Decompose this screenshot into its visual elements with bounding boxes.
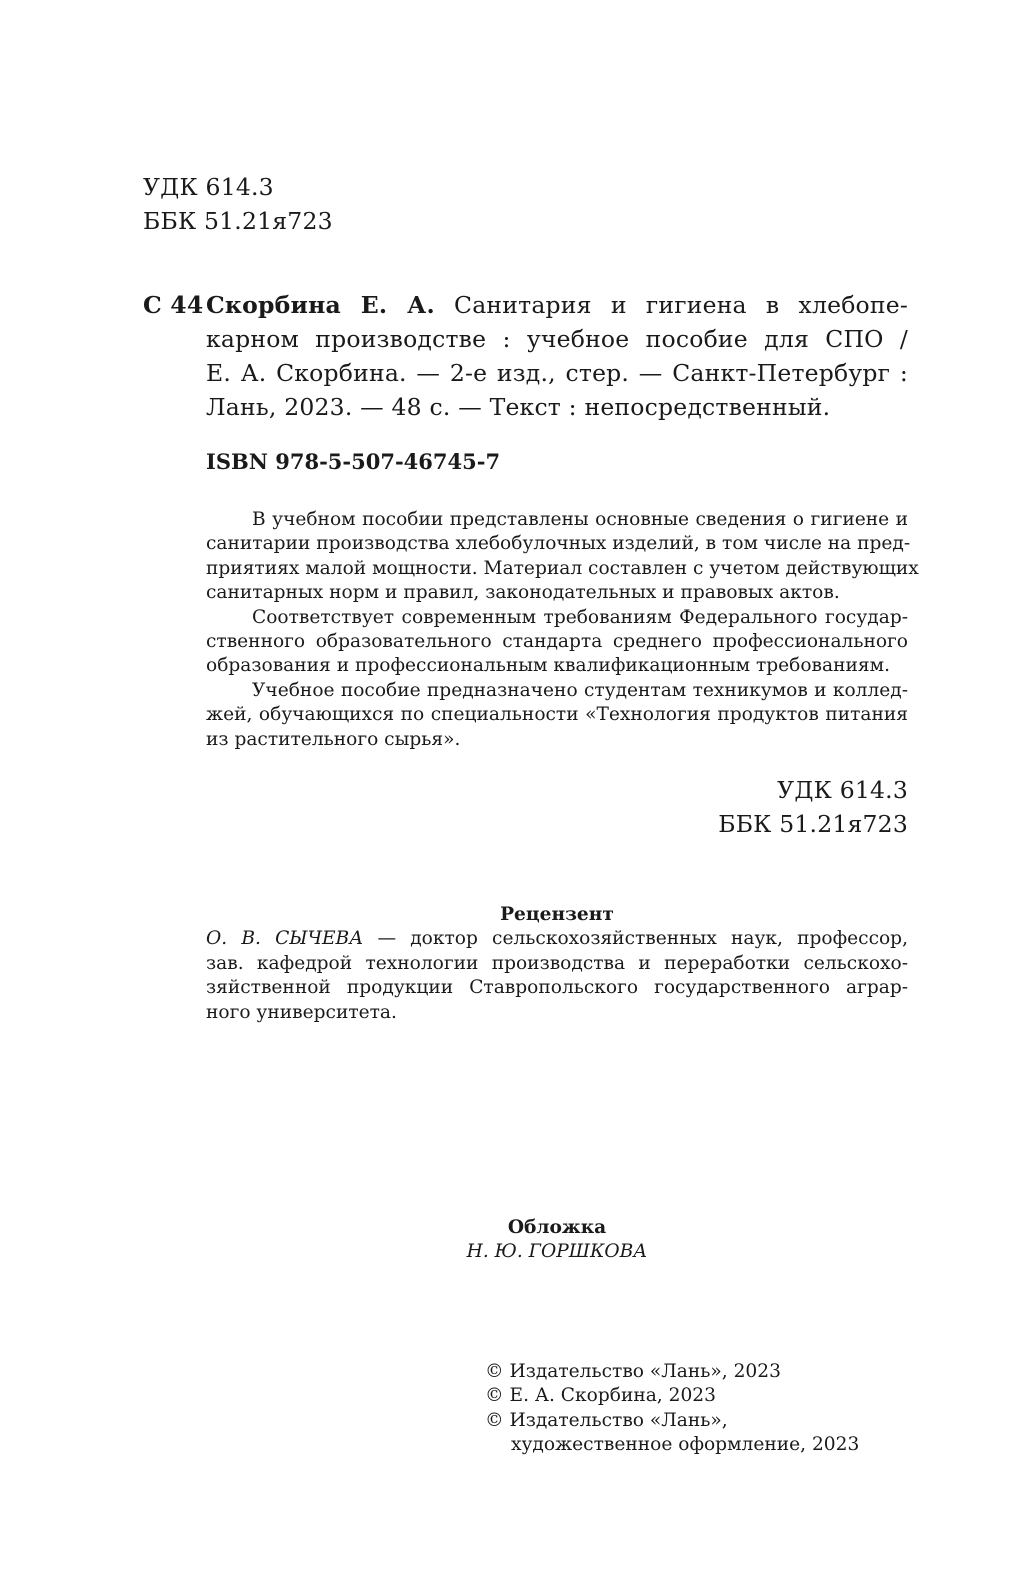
annotation — [206, 508, 919, 752]
bibliographic-record — [206, 288, 908, 424]
annotation-p1-line-3: приятиях малой мощности. Материал составлен с учетом действующих — [206, 557, 919, 579]
author-name: Скорбина Е. А. — [206, 291, 435, 319]
reviewer-line-2: зав. кафедрой технологии производства и переработки сельскохо- — [206, 952, 908, 974]
annotation-p3-line-1: Учебное пособие предназначено студентам техникумов и коллед- — [252, 679, 908, 701]
bbk-top: ББК 51.21я723 — [143, 207, 333, 235]
bib-line-1: Скорбина Е. А. Санитария и гигиена в хлебопе- — [206, 291, 909, 319]
annotation-p2-line-1: Соответствует современным требованиям Федерального государ- — [252, 606, 908, 628]
reviewer-block — [206, 903, 908, 1025]
classification-top — [143, 170, 333, 238]
cover-block — [206, 1216, 908, 1265]
annotation-p1-line-2: санитарии производства хлебобулочных изделий, в том числе на пред- — [206, 533, 911, 555]
annotation-p3-line-2: жей, обучающихся по специальности «Технология продуктов питания — [206, 704, 908, 726]
annotation-p1-line-4: санитарных норм и правил, законодательных и правовых актов. — [206, 582, 840, 604]
copyright-line-4: художественное оформление, 2023 — [511, 1434, 860, 1456]
reviewer-name: О. В. СЫЧЕВА — [206, 928, 364, 950]
udk-bottom: УДК 614.3 — [777, 776, 908, 804]
annotation-p1-line-1: В учебном пособии представлены основные сведения о гигиене и — [252, 509, 908, 530]
annotation-p2-line-3: образования и профессиональным квалификационным требованиям. — [206, 655, 890, 677]
copyright-block — [485, 1360, 859, 1458]
copyright-line-1: © Издательство «Лань», 2023 — [485, 1361, 781, 1382]
author-mark: С 44 — [143, 291, 204, 319]
annotation-p2-line-2: ственного образовательного стандарта среднего профессионального — [206, 631, 908, 653]
annotation-p3-line-3: из растительного сырья». — [206, 728, 461, 750]
copyright-line-3: © Издательство «Лань», — [485, 1409, 728, 1431]
copyright-line-2: © Е. А. Скорбина, 2023 — [485, 1385, 716, 1407]
reviewer-line-4: ного университета. — [206, 1001, 397, 1023]
bib-line-2: карном производстве : учебное пособие для СПО / — [206, 325, 908, 353]
reviewer-line-3: зяйственной продукции Ставропольского государственного аграр- — [206, 977, 908, 999]
bbk-bottom: ББК 51.21я723 — [718, 810, 908, 838]
cover-heading: Обложка — [507, 1217, 607, 1238]
bib-line-3: Е. А. Скорбина. — 2-е изд., стер. — Санкт-Петербург : — [206, 359, 908, 387]
reviewer-line-1: О. В. СЫЧЕВА — доктор сельскохозяйственных наук, профессор, — [206, 928, 908, 950]
reviewer-heading: Рецензент — [500, 904, 614, 925]
classification-bottom — [718, 773, 908, 841]
cover-name: Н. Ю. ГОРШКОВА — [466, 1241, 648, 1263]
isbn: ISBN 978-5-507-46745-7 — [206, 449, 501, 474]
bib-line-4: Лань, 2023. — 48 с. — Текст : непосредственный. — [206, 393, 831, 421]
udk-top: УДК 614.3 — [143, 173, 274, 201]
